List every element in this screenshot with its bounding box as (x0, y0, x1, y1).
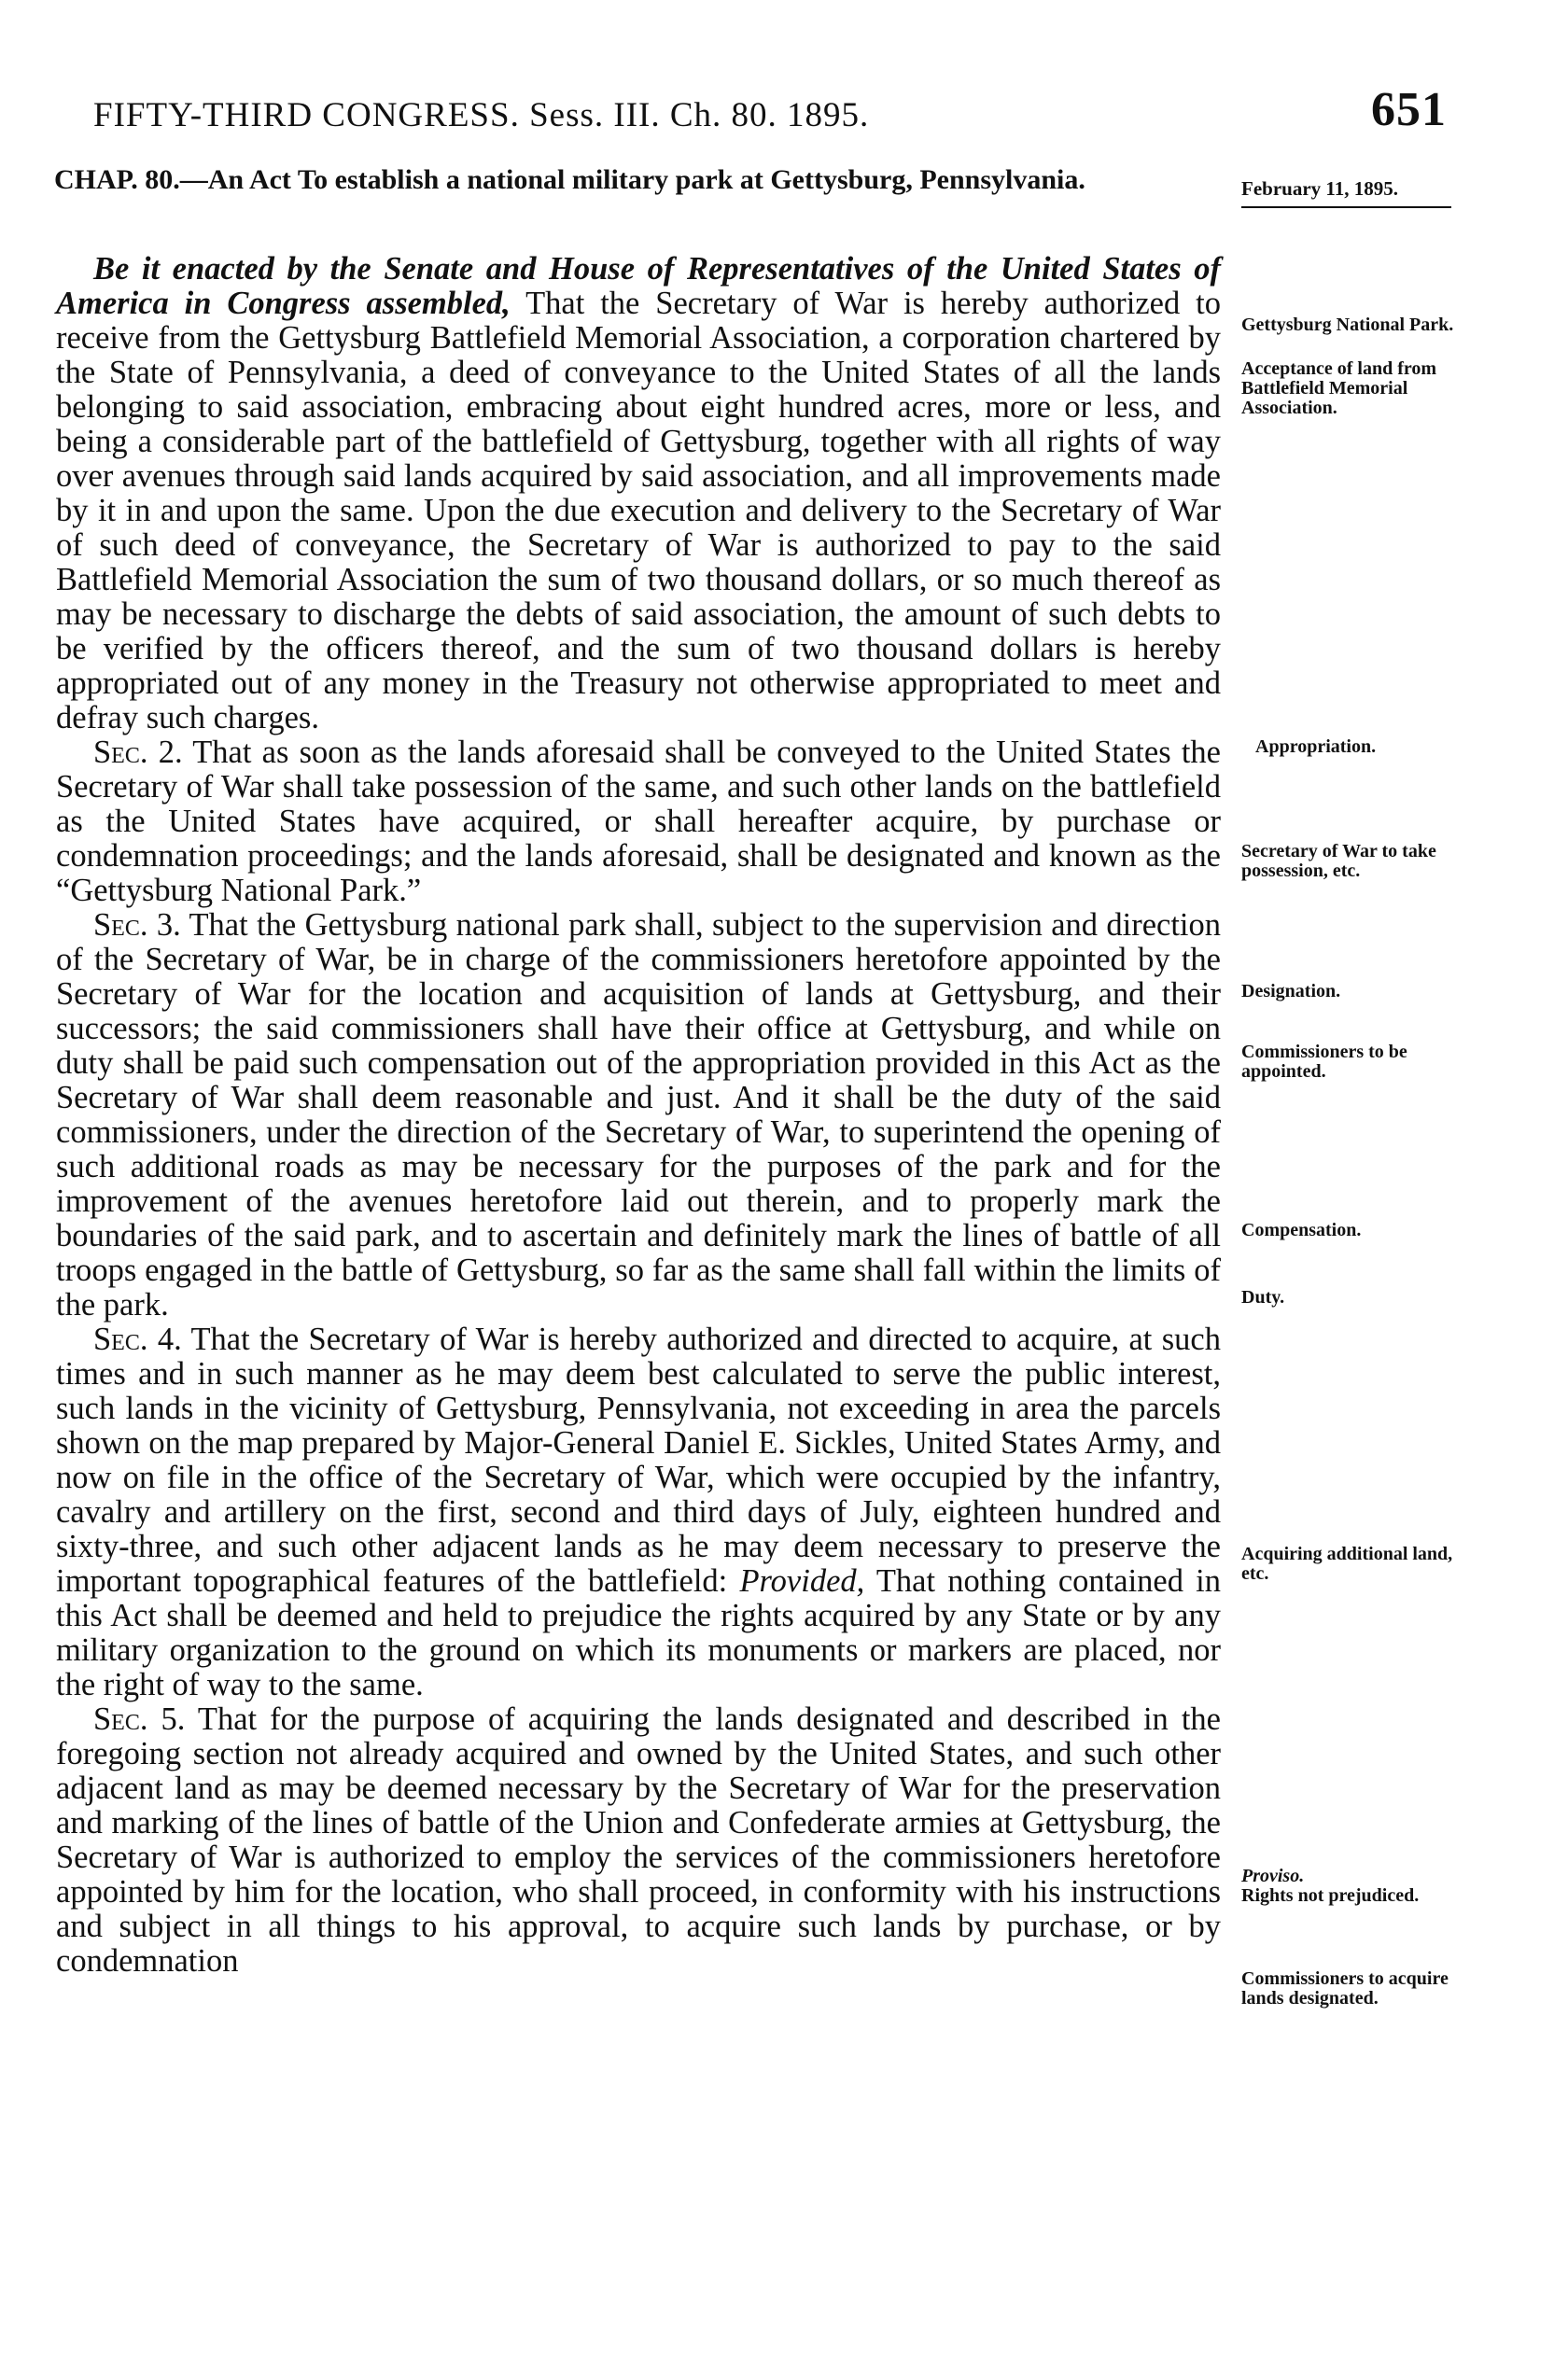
section-5 (56, 1702, 1221, 1979)
section-4-text-a: That the Secretary of War is hereby authorized and directed to acquire, at such times and in such manner as he may deem best calculated to serve the public interest, such lands in the vicinity of Gettysburg, Pennsylvania, not exceeding in area the parcels shown on the map prepared by Major-General Daniel E. Sickles, United States Army, and now on file in the office of the Secretary of War, which were occupied by the infantry, cavalry and artillery on the first, second and third days of July, eighteen hundred and sixty-three, and such other adjacent lands as he may deem necessary to preserve the important topographical features of the battlefield: (56, 1322, 1221, 1599)
running-head (93, 82, 1447, 138)
margin-note-designation: Designation. (1241, 981, 1341, 1001)
chapter-date: February 11, 1895. (1241, 177, 1451, 208)
margin-proviso-label: Proviso. (1241, 1866, 1305, 1886)
section-2-text: That as soon as the lands aforesaid shall be conveyed to the United States the Secretary of War shall take possession of the same, and such other lands on the battlefield as the United States have acquired, or shall hereafter acquire, by purchase or condemnation proceedings; and the lands aforesaid, shall be designated and known as the “Gettysburg National Park.” (56, 735, 1221, 908)
section-5-text: That for the purpose of acquiring the lands designated and described in the foregoing section not already acquired and owned by the United States, and such other adjacent land as may be deemed necessary by the Secretary of War for the preservation and marking of the lines of battle of the Union and Confederate armies at Gettysburg, the Secretary of War is authorized to employ the services of the commissioners heretofore appointed by him for the location, who shall proceed, in conformity with his instructions and subject in all things to his approval, to acquire such lands by purchase, or by condemnation (56, 1701, 1221, 1979)
margin-note-appropriation: Appropriation. (1255, 736, 1377, 757)
section-4 (56, 1323, 1221, 1702)
margin-note-proviso (1241, 1867, 1456, 1906)
act-body (56, 252, 1221, 1979)
section-3-text: That the Gettysburg national park shall, subject to the supervision and direction of the Secretary of War, be in charge of the commissioners heretofore appointed by the Secretary of War for the location and acquisition of lands at Gettysburg, and their successors; the said commissioners shall have their office at Gettysburg, and while on duty shall be paid such compensation out of the appropriation provided in this Act as the Secretary of War shall deem reasonable and just. And it shall be the duty of the said commissioners, under the direction of the Secretary of War, to superintend the opening of such additional roads as may be necessary for the purposes of the park and for the improvement of the avenues heretofore laid out therein, and to properly mark the boundaries of the said park, and to ascertain and definitely mark the lines of battle of all troops engaged in the battle of Gettysburg, so far as the same shall fall within the limits of the park. (56, 907, 1221, 1323)
margin-note-park: Gettysburg National Park. (1241, 315, 1454, 335)
section-1-text: That the Secretary of War is hereby authorized to receive from the Gettysburg Battlefield Memorial Association, a corporation chartered by the State of Pennsylvania, a deed of conveyance to the United States of all the lands belonging to said association, embracing about eight hundred acres, more or less, and being a considerable part of the battlefield of Gettysburg, together with all rights of way over avenues through said lands acquired by said association, and all improvements made by it in and upon the same. Upon the due execution and delivery to the Secretary of War of such deed of conveyance, the Secretary of War is authorized to pay to the said Battlefield Memorial Association the sum of two thousand dollars, or so much thereof as may be necessary to discharge the debts of said association, the amount of such debts to be verified by the officers thereof, and the sum of two thousand dollars is hereby appropriated out of any money in the Treasury not otherwise appropriated to meet and defray such charges. (56, 286, 1221, 735)
margin-note-possession: Secretary of War to take possession, etc. (1241, 841, 1436, 881)
margin-note-acceptance: Acceptance of land from Battlefield Memorial Association. (1241, 358, 1437, 418)
chapter-label: CHAP. 80. (54, 164, 180, 195)
chapter-heading (54, 166, 1211, 194)
section-4-text-b: That nothing contained in this Act shall be deemed and held to prejudice the rights acquired by any State or by any military organization to the ground on which its monuments or markers are placed, nor the right of way to the same. (56, 1563, 1221, 1702)
margin-note-commissioners: Commissioners to be appointed. (1241, 1042, 1407, 1082)
margin-note-compensation: Compensation. (1241, 1220, 1362, 1240)
section-2-label: Sec. 2. (93, 735, 183, 770)
section-4-label: Sec. 4. (93, 1322, 182, 1357)
section-3-label: Sec. 3. (93, 907, 181, 943)
section-2 (56, 735, 1221, 908)
chapter-title: —An Act To establish a national military park at Gettysburg, Pennsylvania. (179, 164, 1085, 195)
enacting-clause: Be it enacted by the Senate and House of Representatives of the United States of America in Congress assembled, (56, 251, 1221, 321)
running-head-title: FIFTY-THIRD CONGRESS. Sess. III. Ch. 80. 1895. (93, 96, 870, 134)
section-5-label: Sec. 5. (93, 1701, 186, 1737)
margin-note-duty: Duty. (1241, 1287, 1285, 1308)
page-number: 651 (1371, 83, 1447, 136)
margin-rights-note: Rights not prejudiced. (1241, 1885, 1420, 1906)
margin-note-acquire-lands: Commissioners to acquire lands designated. (1241, 1968, 1449, 2009)
section-3 (56, 908, 1221, 1323)
section-1 (56, 252, 1221, 735)
section-4-proviso: Provided, (739, 1563, 865, 1599)
margin-note-additional-land: Acquiring additional land, etc. (1241, 1544, 1453, 1584)
